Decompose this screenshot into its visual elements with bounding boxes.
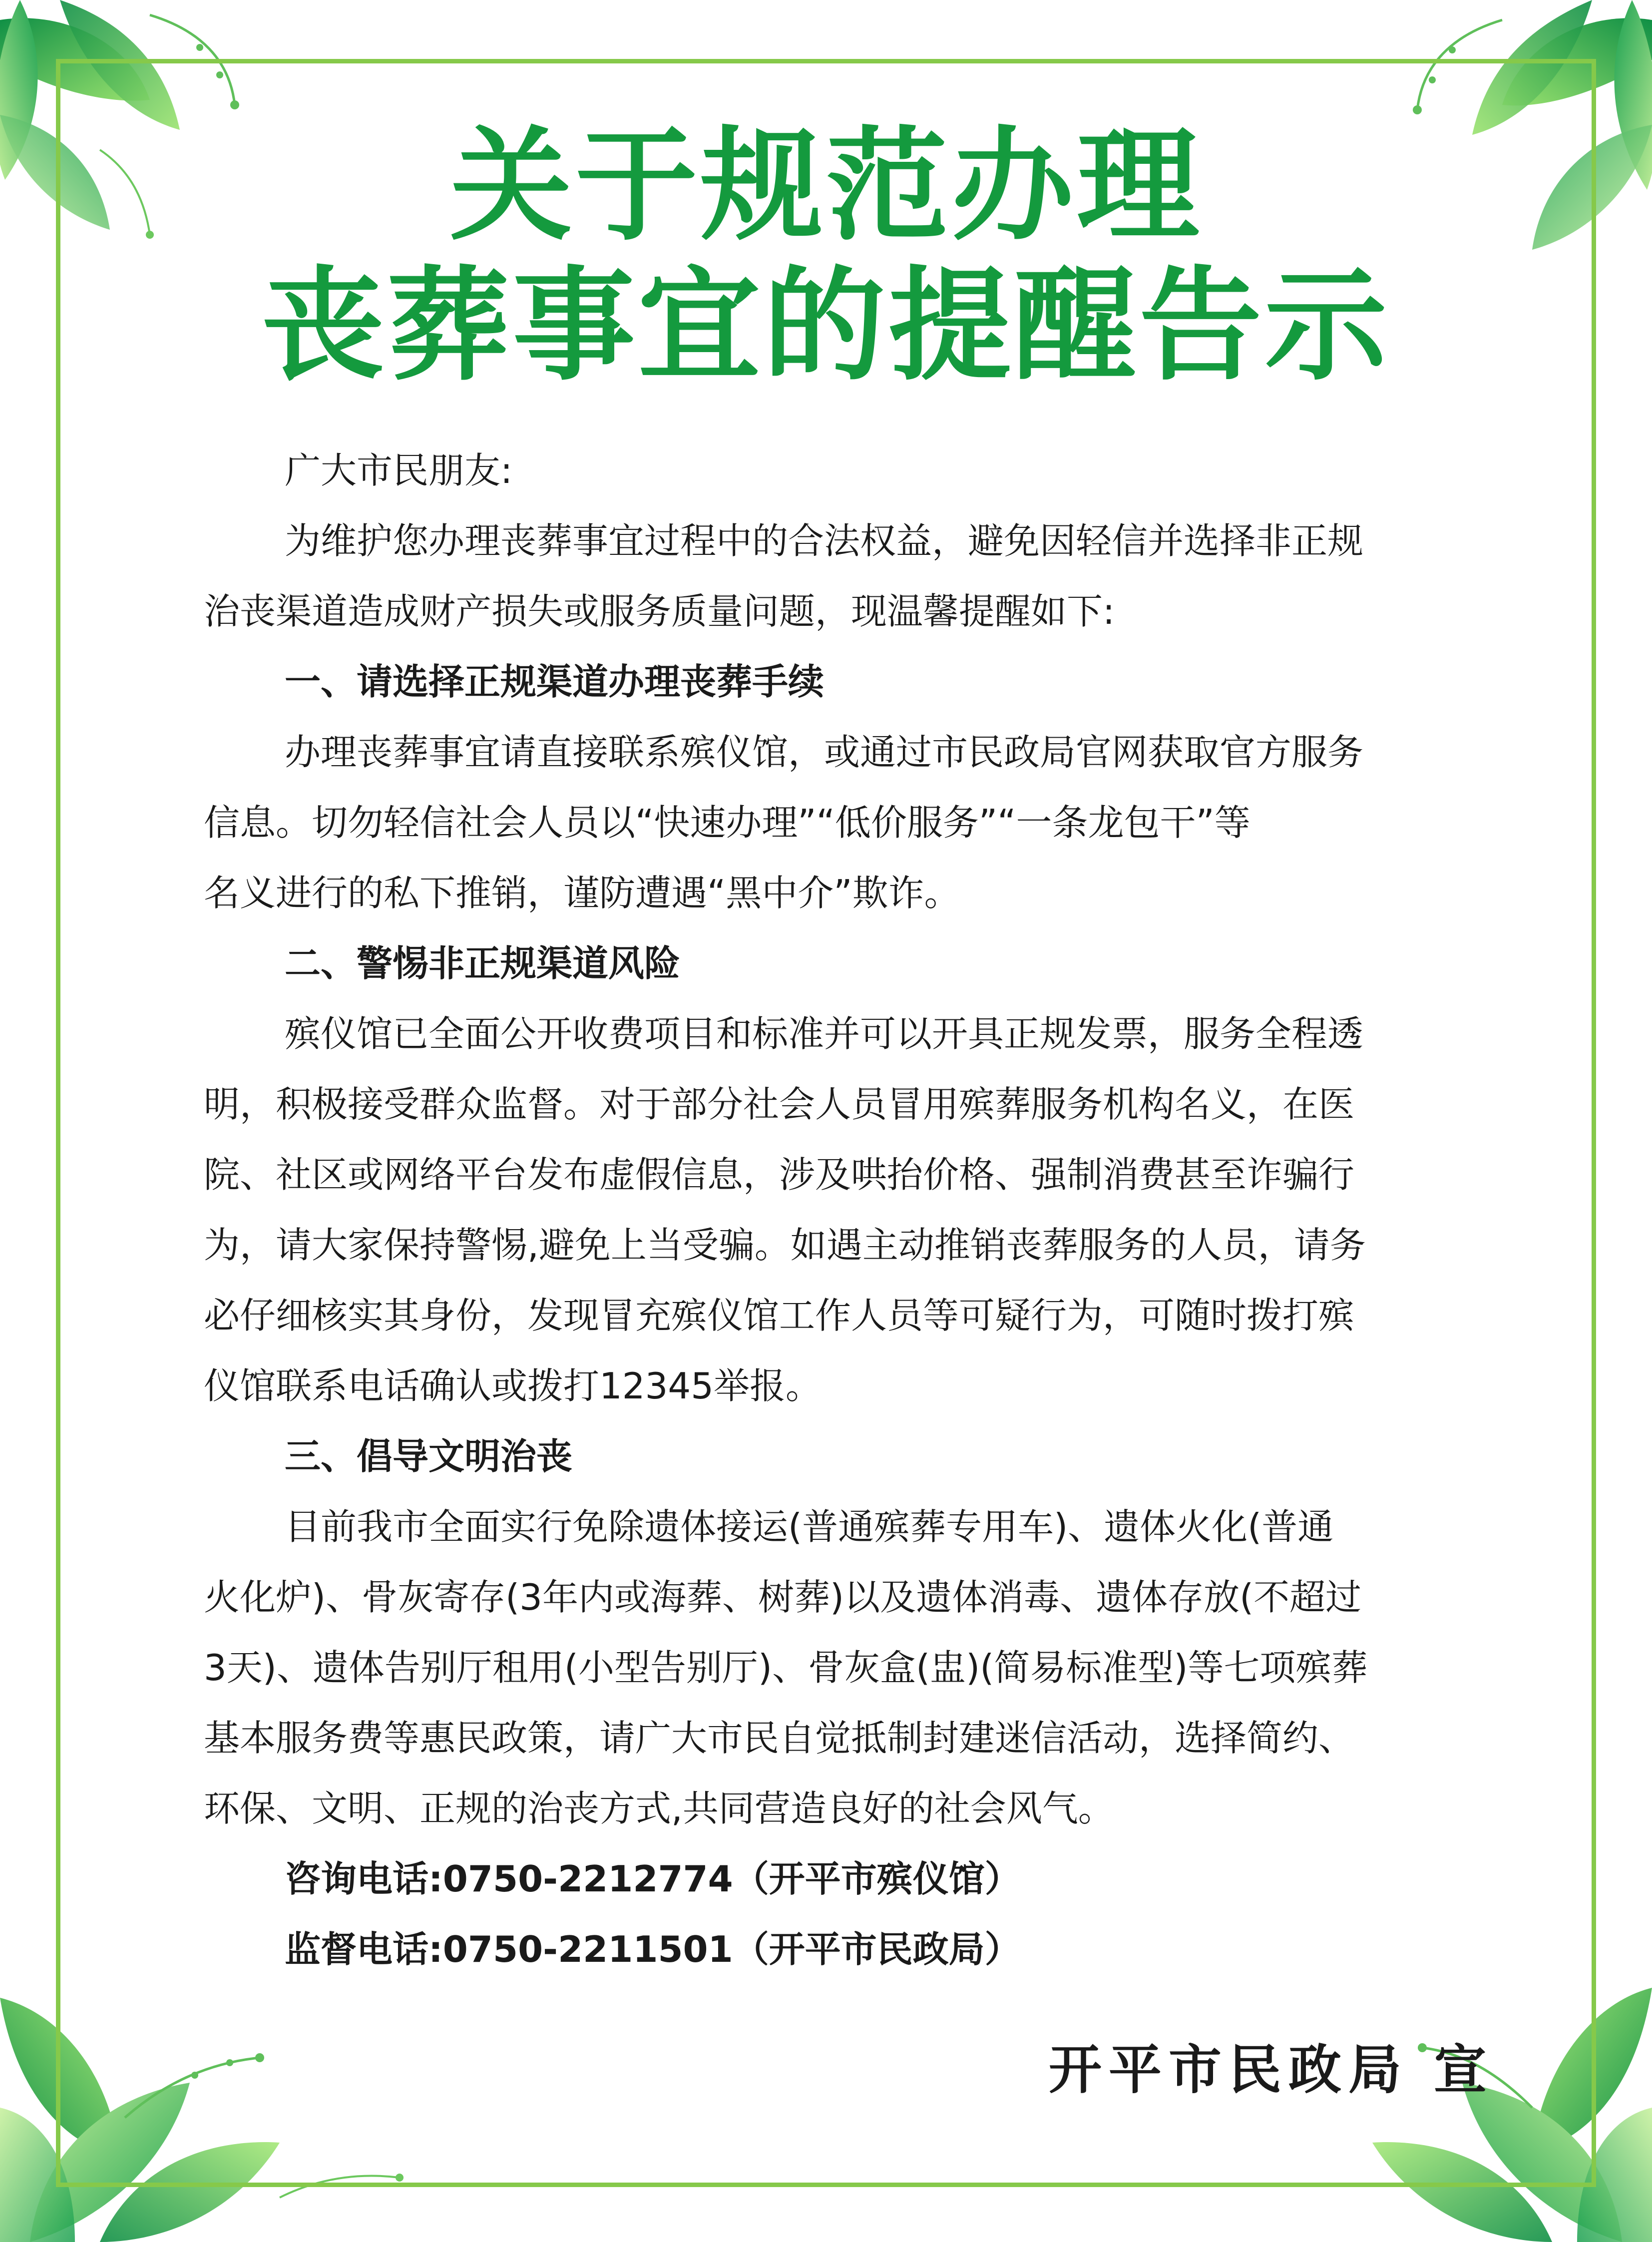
section-3-line: 火化炉)、骨灰寄存(3年内或海葬、树葬)以及遗体消毒、遗体存放(不超过 bbox=[204, 1576, 1362, 1618]
section-1-line: 办理丧葬事宜请直接联系殡仪馆，或通过市民政局官网获取官方服务 bbox=[285, 731, 1364, 773]
issuer-signature: 开平市民政局 宣 bbox=[1049, 2039, 1494, 2101]
intro-line: 为维护您办理丧葬事宜过程中的合法权益，避免因轻信并选择非正规 bbox=[285, 520, 1364, 562]
section-2-line: 明，积极接受群众监督。对于部分社会人员冒用殡葬服务机构名义，在医 bbox=[204, 1083, 1355, 1125]
intro-line: 治丧渠道造成财产损失或服务质量问题，现温馨提醒如下: bbox=[204, 590, 1115, 632]
section-2-line: 仪馆联系电话确认或拨打12345举报。 bbox=[204, 1365, 822, 1407]
section-3-line: 目前我市全面实行免除遗体接运(普通殡葬专用车)、遗体火化(普通 bbox=[285, 1506, 1334, 1548]
section-1-line: 信息。切勿轻信社会人员以“快速办理”“低价服务”“一条龙包干”等 bbox=[204, 802, 1250, 844]
section-1-line: 名义进行的私下推销，谨防遭遇“黑中介”欺诈。 bbox=[204, 872, 960, 914]
section-2-line: 院、社区或网络平台发布虚假信息，涉及哄抬价格、强制消费甚至诈骗行 bbox=[204, 1154, 1355, 1196]
section-3-heading: 三、倡导文明治丧 bbox=[285, 1435, 573, 1477]
section-2-line: 殡仪馆已全面公开收费项目和标准并可以开具正规发票，服务全程透 bbox=[285, 1013, 1364, 1055]
section-1-heading: 一、请选择正规渠道办理丧葬手续 bbox=[285, 661, 825, 703]
greeting: 广大市民朋友: bbox=[285, 449, 513, 491]
supervise-phone: 监督电话:0750-2211501（开平市民政局） bbox=[285, 1928, 1021, 1970]
section-3-line: 环保、文明、正规的治丧方式,共同营造良好的社会风气。 bbox=[204, 1788, 1114, 1829]
notice-title-line-2: 丧葬事宜的提醒告示 bbox=[262, 255, 1390, 397]
section-2-line: 为，请大家保持警惕,避免上当受骗。如遇主动推销丧葬服务的人员，请务 bbox=[204, 1224, 1366, 1266]
section-3-line: 基本服务费等惠民政策，请广大市民自觉抵制封建迷信活动，选择简约、 bbox=[204, 1717, 1355, 1759]
consult-phone: 咨询电话:0750-2212774（开平市殡仪馆） bbox=[285, 1858, 1021, 1900]
section-2-heading: 二、警惕非正规渠道风险 bbox=[285, 942, 681, 984]
notice-title-line-1: 关于规范办理 bbox=[450, 115, 1202, 257]
section-2-line: 必仔细核实其身份，发现冒充殡仪馆工作人员等可疑行为，可随时拨打殡 bbox=[204, 1295, 1355, 1337]
section-3-line: 3天)、遗体告别厅租用(小型告别厅)、骨灰盒(盅)(简易标准型)等七项殡葬 bbox=[204, 1647, 1368, 1689]
